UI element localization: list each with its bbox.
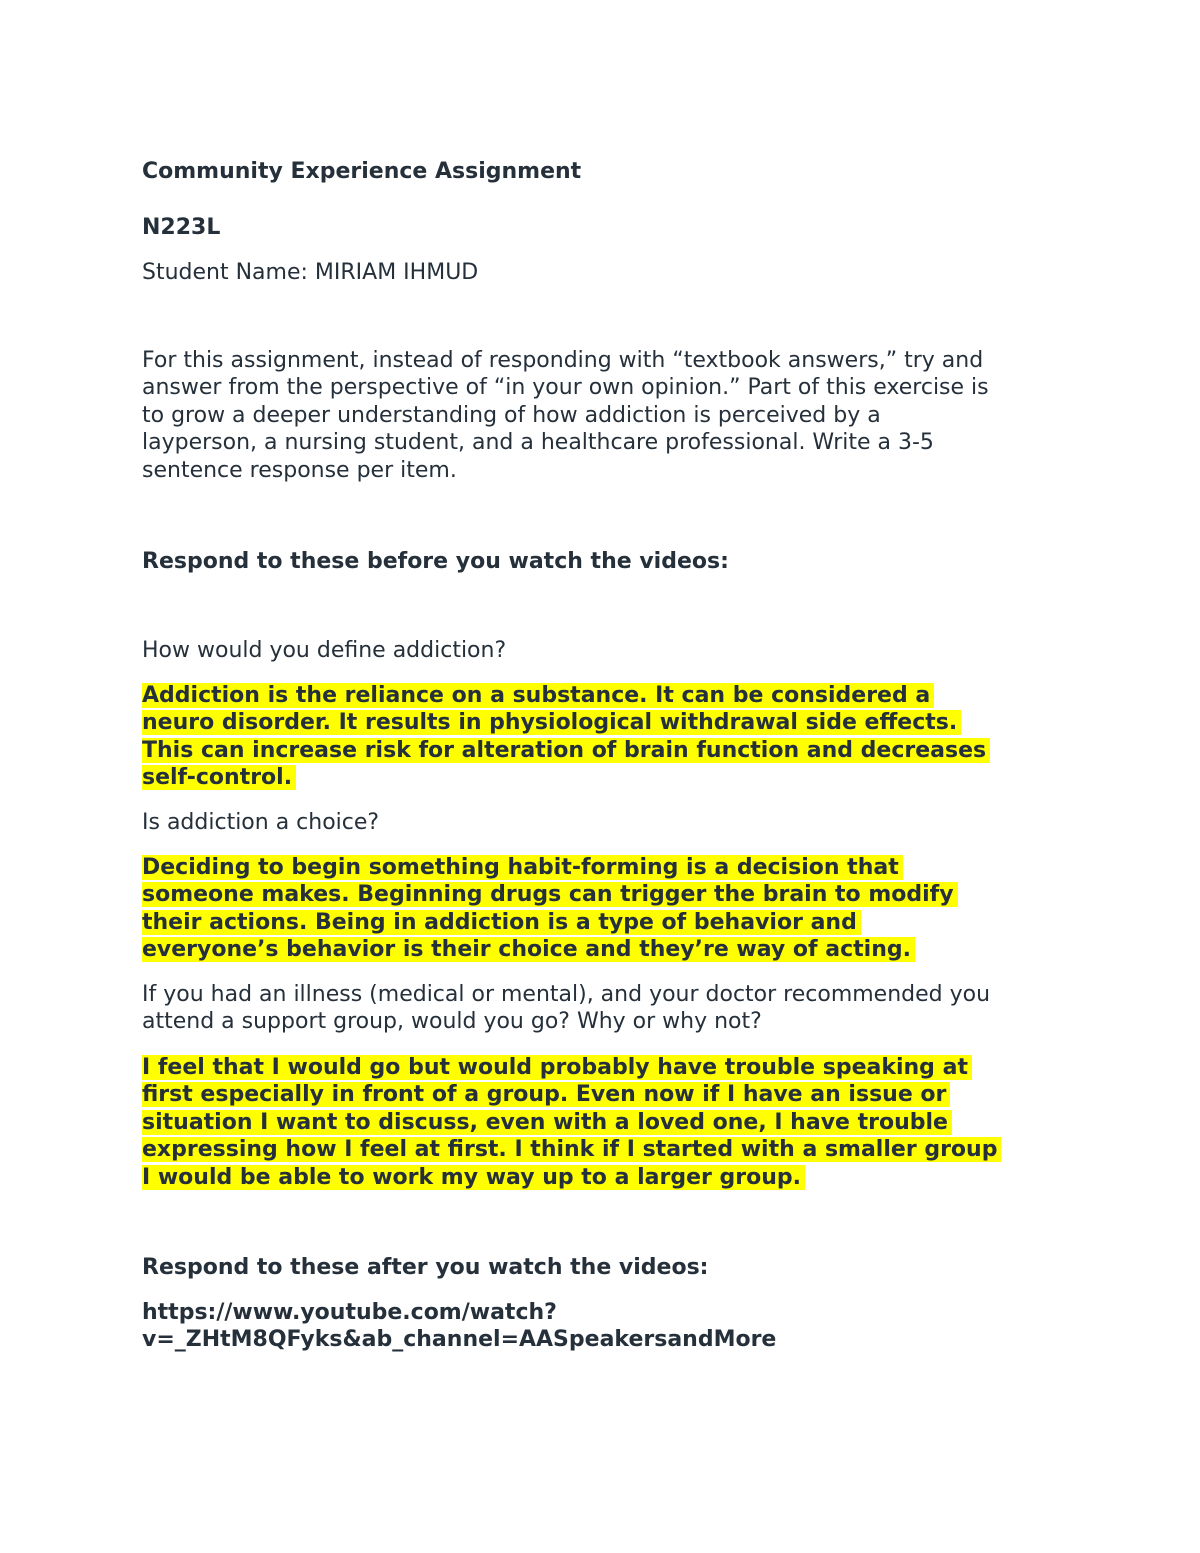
- video-link-line[interactable]: v=_ZHtM8QFyks&ab_channel=AASpeakersandMore: [142, 1327, 777, 1353]
- video-link-line[interactable]: https://www.youtube.com/watch?: [142, 1300, 557, 1325]
- instructions-line: answer from the perspective of “in your own opinion.” Part of this exercise is: [142, 375, 989, 401]
- answer-2-line: everyone’s behavior is their choice and they’re way of acting.: [142, 937, 915, 962]
- answer-3-line: situation I want to discuss, even with a loved one, I have trouble: [142, 1110, 952, 1135]
- answer-1-line: self-control.: [142, 765, 296, 790]
- answer-1-line: Addiction is the reliance on a substance. It can be considered a: [142, 683, 934, 708]
- answer-2-line: Deciding to begin something habit-forming is a decision that: [142, 855, 903, 880]
- course-code: N223L: [142, 215, 221, 240]
- section-heading-before: Respond to these before you watch the videos:: [142, 549, 729, 574]
- answer-2-line: someone makes. Beginning drugs can trigger the brain to modify: [142, 882, 958, 907]
- answer-1-line: This can increase risk for alteration of brain function and decreases: [142, 738, 990, 763]
- answer-3-line: expressing how I feel at first. I think if I started with a smaller group: [142, 1137, 1001, 1162]
- question-2: Is addiction a choice?: [142, 810, 380, 835]
- instructions-line: sentence response per item.: [142, 457, 457, 483]
- question-3-line: If you had an illness (medical or mental), and your doctor recommended you: [142, 982, 991, 1007]
- video-link[interactable]: [142, 1299, 776, 1354]
- answer-2: [142, 854, 958, 964]
- instructions-line: layperson, a nursing student, and a healthcare professional. Write a 3-5: [142, 430, 934, 456]
- answer-3: [142, 1054, 1001, 1191]
- instructions-paragraph: [142, 347, 989, 484]
- question-3: [142, 981, 990, 1036]
- section-heading-after: Respond to these after you watch the videos:: [142, 1255, 709, 1280]
- answer-2-line: their actions. Being in addiction is a type of behavior and: [142, 910, 861, 935]
- document-title: Community Experience Assignment: [142, 159, 582, 184]
- question-1: How would you define addiction?: [142, 638, 507, 663]
- student-name: Student Name: MIRIAM IHMUD: [142, 260, 479, 285]
- answer-3-line: I feel that I would go but would probably have trouble speaking at: [142, 1055, 972, 1080]
- answer-1: [142, 682, 990, 792]
- answer-3-line: I would be able to work my way up to a larger group.: [142, 1165, 805, 1190]
- answer-3-line: first especially in front of a group. Even now if I have an issue or: [142, 1082, 950, 1107]
- question-3-line: attend a support group, would you go? Why or why not?: [142, 1009, 762, 1035]
- instructions-line: For this assignment, instead of responding with “textbook answers,” try and: [142, 348, 984, 373]
- instructions-line: to grow a deeper understanding of how addiction is perceived by a: [142, 402, 881, 428]
- answer-1-line: neuro disorder. It results in physiological withdrawal side effects.: [142, 710, 961, 735]
